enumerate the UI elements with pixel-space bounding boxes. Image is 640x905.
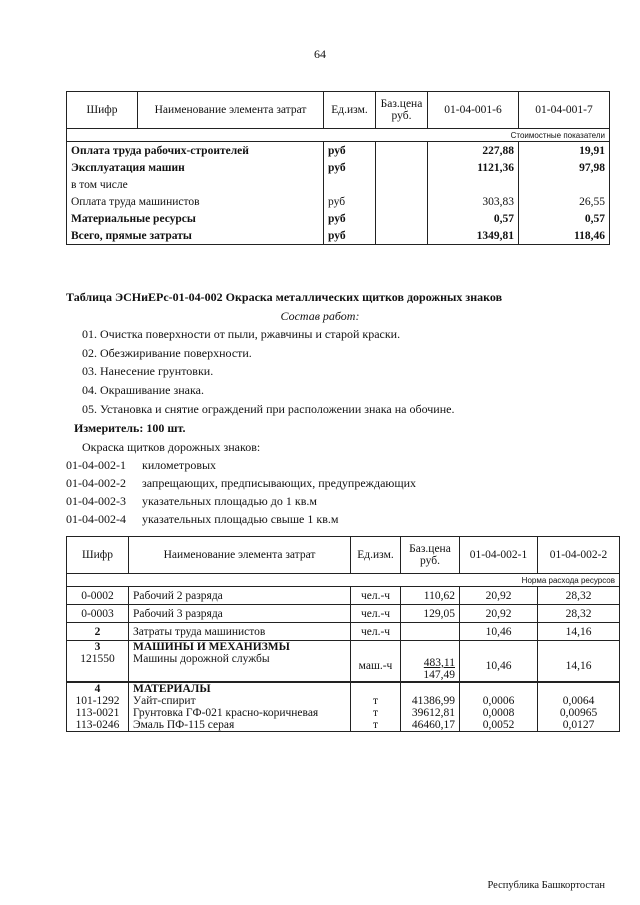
work-item: 03. Нанесение грунтовки. xyxy=(82,364,214,378)
row-name: Машины дорожной службы xyxy=(133,653,270,665)
row-code: 2 xyxy=(67,623,129,641)
code-number: 01-04-002-4 xyxy=(66,512,126,526)
table-title: Таблица ЭСНиЕРс-01-04-002 Окраска металлических щитков дорожных знаков xyxy=(66,290,503,304)
work-item: 01. Очистка поверхности от пыли, ржавчины и старой краски. xyxy=(82,327,401,341)
page-number: 64 xyxy=(314,47,326,61)
row-unit: чел.-ч xyxy=(351,587,401,605)
header-name: Наименование элемента затрат xyxy=(129,537,351,574)
header-unit: Ед.изм. xyxy=(324,92,376,129)
row-name: Эмаль ПФ-115 серая xyxy=(133,719,235,731)
row-v2: 0,0064 xyxy=(562,695,595,707)
row-price: 41386,99 xyxy=(411,695,455,707)
section-code: 3 xyxy=(94,641,101,653)
row-unit: руб xyxy=(324,142,376,160)
row-name: Эксплуатация машин xyxy=(67,159,324,176)
row-name: Грунтовка ГФ-021 красно-коричневая xyxy=(133,707,319,719)
header-unit: Ед.изм. xyxy=(351,537,401,574)
row-name: Оплата труда рабочих-строителей xyxy=(67,142,324,160)
row-code: 0-0002 xyxy=(67,587,129,605)
row-v1: 0,0008 xyxy=(482,707,515,719)
row-unit: чел.-ч xyxy=(351,605,401,623)
work-item: 04. Окрашивание знака. xyxy=(82,383,204,397)
row-name: Рабочий 3 разряда xyxy=(129,605,351,623)
row-price: 129,05 xyxy=(401,605,460,623)
row-v2: 28,32 xyxy=(538,605,620,623)
row-code: 121550 xyxy=(80,653,115,665)
header-name: Наименование элемента затрат xyxy=(138,92,324,129)
row-code: 0-0003 xyxy=(67,605,129,623)
row-price: 39612,81 xyxy=(411,707,455,719)
row-v1: 20,92 xyxy=(460,587,538,605)
row-unit: чел.-ч xyxy=(351,623,401,641)
row-name: Затраты труда машинистов xyxy=(129,623,351,641)
code-description: указательных площадью свыше 1 кв.м xyxy=(142,512,339,526)
header-col2: 01-04-001-7 xyxy=(519,92,610,129)
row-v1: 20,92 xyxy=(460,605,538,623)
header-col1: 01-04-001-6 xyxy=(428,92,519,129)
row-price-top: 483,11 xyxy=(423,657,455,669)
row-v1: 227,88 xyxy=(428,142,519,160)
row-code: 113-0021 xyxy=(75,707,120,719)
row-unit: т xyxy=(372,695,379,707)
header-price: Баз.цена руб. xyxy=(401,537,460,574)
row-v2: 0,00965 xyxy=(559,707,598,719)
work-item: 05. Установка и снятие ограждений при расположении знака на обочине. xyxy=(82,402,455,416)
row-v2: 26,55 xyxy=(519,193,610,210)
row-v1: 0,0052 xyxy=(482,719,515,731)
row-code: 113-0246 xyxy=(75,719,120,731)
row-code: 101-1292 xyxy=(75,695,120,707)
row-v1: 10,46 xyxy=(460,641,538,683)
row-unit: т xyxy=(372,719,379,731)
row-v2: 14,16 xyxy=(538,641,620,683)
code-number: 01-04-002-2 xyxy=(66,476,126,490)
row-v1: 10,46 xyxy=(460,623,538,641)
section-code: 4 xyxy=(94,683,101,695)
code-description: запрещающих, предписывающих, предупреждающих xyxy=(142,476,417,490)
row-v1: 0,0006 xyxy=(482,695,515,707)
code-description: указательных площадью до 1 кв.м xyxy=(142,494,317,508)
row-price: 46460,17 xyxy=(411,719,455,731)
row-price: 110,62 xyxy=(401,587,460,605)
row-price-bottom: 147,49 xyxy=(423,669,455,681)
row-v2: 97,98 xyxy=(519,159,610,176)
row-v2: 0,57 xyxy=(519,210,610,227)
row-v2: 118,46 xyxy=(519,227,610,245)
work-item: 02. Обезжиривание поверхности. xyxy=(82,346,252,360)
row-unit: руб xyxy=(324,193,376,210)
row-v2: 28,32 xyxy=(538,587,620,605)
row-unit: руб xyxy=(324,159,376,176)
cost-table xyxy=(66,91,610,245)
row-v1: 0,57 xyxy=(428,210,519,227)
row-unit: т xyxy=(372,707,379,719)
row-name: в том числе xyxy=(67,176,324,193)
intro-text: Окраска щитков дорожных знаков: xyxy=(82,440,261,454)
row-unit: руб xyxy=(324,227,376,245)
subheader: Стоимостные показатели xyxy=(67,129,610,142)
header-code: Шифр xyxy=(67,537,129,574)
row-name: Рабочий 2 разряда xyxy=(129,587,351,605)
row-name: Всего, прямые затраты xyxy=(67,227,324,245)
header-col1: 01-04-002-1 xyxy=(460,537,538,574)
section-title: МАШИНЫ И МЕХАНИЗМЫ xyxy=(133,641,290,653)
code-number: 01-04-002-3 xyxy=(66,494,126,508)
header-price: Баз.цена руб. xyxy=(376,92,428,129)
header-col2: 01-04-002-2 xyxy=(538,537,620,574)
resource-table xyxy=(66,536,620,732)
row-unit: руб xyxy=(324,210,376,227)
subheader: Норма расхода ресурсов xyxy=(67,574,620,587)
section-title: МАТЕРИАЛЫ xyxy=(133,683,211,695)
row-v2: 19,91 xyxy=(519,142,610,160)
code-number: 01-04-002-1 xyxy=(66,458,126,472)
row-v1: 1121,36 xyxy=(428,159,519,176)
code-description: километровых xyxy=(142,458,217,472)
row-unit: маш.-ч xyxy=(351,641,401,683)
row-v2: 14,16 xyxy=(538,623,620,641)
row-name: Оплата труда машинистов xyxy=(67,193,324,210)
footer-region: Республика Башкортостан xyxy=(487,880,605,891)
row-name: Уайт-спирит xyxy=(133,695,196,707)
row-v2: 0,0127 xyxy=(562,719,595,731)
row-name: Материальные ресурсы xyxy=(67,210,324,227)
measure-unit: Измеритель: 100 шт. xyxy=(74,421,186,435)
composition-label: Состав работ: xyxy=(280,309,360,323)
row-v1: 1349,81 xyxy=(428,227,519,245)
header-code: Шифр xyxy=(67,92,138,129)
row-v1: 303,83 xyxy=(428,193,519,210)
